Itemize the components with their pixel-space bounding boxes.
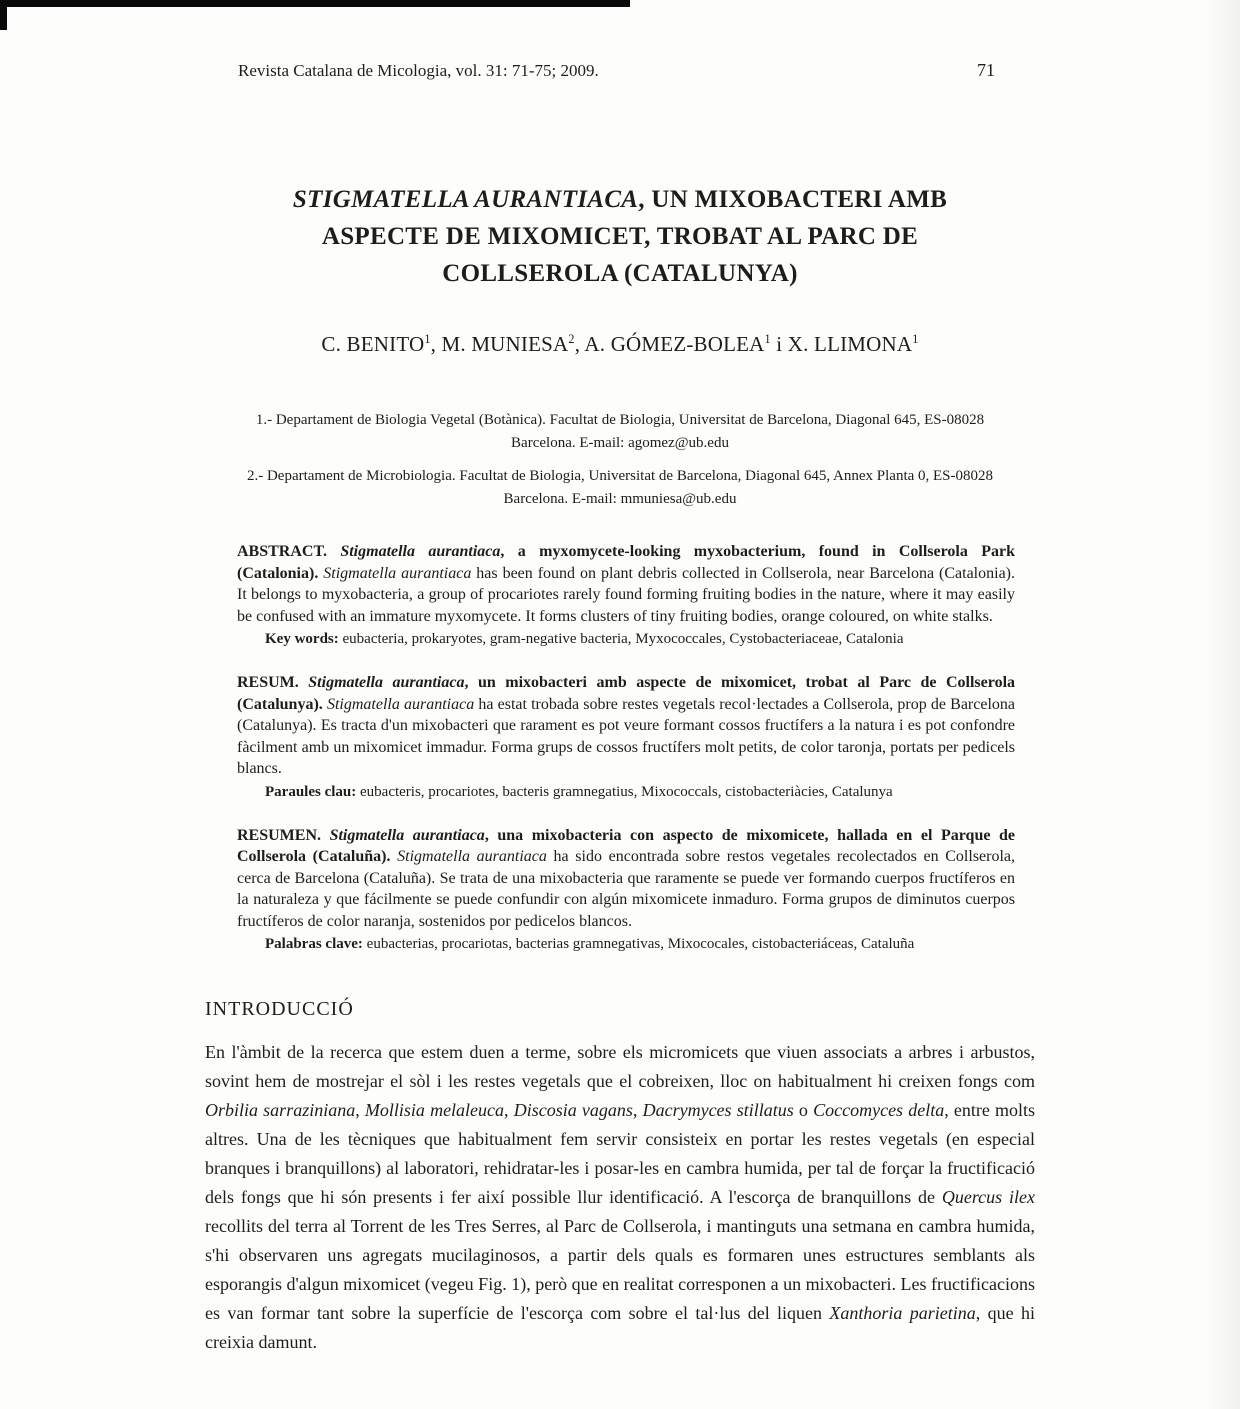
scan-artifact-top (0, 0, 630, 7)
abstracts-section (237, 541, 1015, 954)
affiliation-1: 1.- Departament de Biologia Vegetal (Botànica). Facultat de Biologia, Universitat de Barcelona, Diagonal 645, ES-08028 Barcelona. E-mail: agomez@ub.edu (255, 412, 985, 451)
keywords-english: Key words: eubacteria, prokaryotes, gram-negative bacteria, Myxococcales, Cystobacteriaceae, Catalonia (265, 631, 904, 647)
section-heading-introduccio: INTRODUCCIÓ (205, 998, 354, 1020)
affiliations-block (205, 409, 1035, 511)
resumen-spanish-text: RESUMEN. Stigmatella aurantiaca, una mixobacteria con aspecto de mixomicete, hallada en el Parque de Collserola (Cataluña). Stigmatella aurantiaca ha sido encontrada sobre restos vegetales recolectados en Collserola, cerca de Barcelona (Cataluña). Se trata de una mixobacteria que raramente se puede ver formando cuerpos fructíferos en la naturaleza y que fácilmente se puede confundir con algún mixomicete inmaduro. Forma grupos de diminutos cuerpos fructíferos de color naranja, sostenidos por pedicelos blancos. (237, 826, 1016, 930)
resumen-spanish-block (237, 825, 1015, 955)
running-header (205, 60, 1035, 81)
page-number: 71 (977, 60, 995, 80)
affiliation-2: 2.- Departament de Microbiologia. Facultat de Biologia, Universitat de Barcelona, Diagonal 645, Annex Planta 0, ES-08028 Barcelona. E-mail: mmuniesa@ub.edu (246, 468, 994, 507)
resum-catalan-block (237, 672, 1015, 802)
journal-citation: Revista Catalana de Micologia, vol. 31: 71-75; 2009. (238, 61, 599, 80)
article-title: STIGMATELLA AURANTIACA, UN MIXOBACTERI AMB ASPECTE DE MIXOMICET, TROBAT AL PARC DE COLLSEROLA (CATALUNYA) (292, 186, 948, 287)
keywords-spanish: Palabras clave: eubacterias, procariotas, bacterias gramnegativas, Mixococales, cistobacteriáceas, Cataluña (265, 936, 915, 952)
authors-line: C. BENITO$^1$, M. MUNIESA$^2$, A. GÓMEZ-BOLEA$^1$ i X. LLIMONA$^1$ (321, 332, 919, 356)
abstract-english-text: ABSTRACT. Stigmatella aurantiaca, a myxomycete-looking myxobacterium, found in Collserola Park (Catalonia). Stigmatella aurantiaca has been found on plant debris collected in Collserola, near Barcelona (Catalonia). It belongs to myxobacteria, a group of procariotes rarely found forming fruiting bodies in the nature, where it may easily be confused with an immature myxomycete. It forms clusters of tiny fruiting bodies, orange coloured, on white stalks. (237, 543, 1015, 625)
introduction-paragraph: En l'àmbit de la recerca que estem duen a terme, sobre els micromicets que viuen associats a arbres i arbustos, sovint hem de mostrejar el sòl i les restes vegetals que el cobreixen, lloc on habitualment hi creixen fongs com Orbilia sarraziniana, Mollisia melaleuca, Discosia vagans, Dacrymyces stillatus o Coccomyces delta, entre molts altres. Una de les tècniques que habitualment fem servir consisteix en portar les restes vegetals (en especial branques i branquillons) al laboratori, rehidratar-les i posar-les en cambra humida, per tal de forçar la fructificació dels fongs que hi són presents i fer així possible llur identificació. A l'escorça de branquillons de Quercus ilex recollits del terra al Torrent de les Tres Serres, al Parc de Collserola, i mantinguts una setmana en cambra humida, s'hi observaren uns agregats mucilaginosos, a partir dels quals es formaren unes estructures semblants als esporangis d'algun mixomicet (vegeu Fig. 1), però que en realitat corresponen a un mixobacteri. Les fructificacions es van formar tant sobre la superfície de l'escorça com sobre el tal·lus del liquen Xanthoria parietina, que hi creixia damunt. (205, 1042, 1036, 1352)
resum-catalan-text: RESUM. Stigmatella aurantiaca, un mixobacteri amb aspecte de mixomicet, trobat al Parc de Collserola (Catalunya). Stigmatella aurantiaca ha estat trobada sobre restes vegetals recol·lectades a Collserola, prop de Barcelona (Catalunya). Es tracta d'un mixobacteri que rarament es pot veure formant cossos fructífers a la natura i es pot confondre fàcilment amb un mixomicet immadur. Forma grups de cossos fructífers molt petits, de color taronja, portats per pedicels blancs. (237, 674, 1016, 777)
keywords-catalan: Paraules clau: eubacteris, procariotes, bacteris gramnegatius, Mixococcals, cistobacteriàcies, Catalunya (265, 783, 893, 800)
abstract-english-block (237, 541, 1015, 649)
scan-artifact-corner (0, 0, 7, 30)
